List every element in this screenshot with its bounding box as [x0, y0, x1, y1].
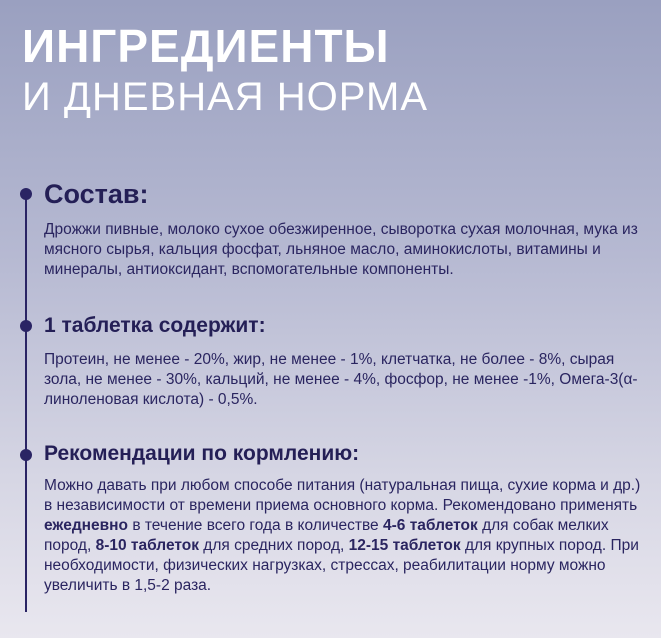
body-text: в течение всего года в количестве	[128, 517, 383, 534]
section-title: Состав:	[44, 179, 149, 209]
body-text: для собак мелких пород,	[44, 517, 609, 554]
section-tablet-contents	[44, 313, 643, 410]
section-body	[44, 476, 643, 596]
body-text: для средних пород,	[198, 537, 349, 554]
page-subtitle: И ДНЕВНАЯ НОРМА	[22, 75, 428, 119]
body-bold-text: 8-10 таблеток	[95, 537, 199, 554]
timeline-dot-tablet	[20, 320, 32, 332]
body-bold-text: 12-15 таблеток	[348, 537, 461, 554]
section-composition	[44, 178, 643, 280]
body-text: для крупных пород. При необходимости, физических нагрузках, стрессах, реабилитации норму можно увеличить в 1,5-2 раза.	[44, 537, 639, 594]
body-text: Можно давать при любом способе питания (натуральная пища, сухие корма и др.) в независимости от времени приема основного корма. Рекомендовано применять	[44, 477, 641, 514]
timeline-dot-composition	[20, 188, 32, 200]
section-title: 1 таблетка содержит:	[44, 314, 266, 337]
section-body: Дрожжи пивные, молоко сухое обезжиренное, сыворотка сухая молочная, мука из мясного сырья, кальция фосфат, льняное масло, аминокислоты, витамины и минералы, антиоксидант, вспомогательные компоненты.	[44, 221, 638, 278]
page-header	[22, 22, 428, 120]
timeline-line	[25, 190, 27, 612]
section-body: Протеин, не менее - 20%, жир, не менее - 1%, клетчатка, не более - 8%, сырая зола, не менее - 30%, кальций, не менее - 4%, фосфор, не менее -1%, Омега-3(α-линоленовая кислота) - 0,5%.	[44, 351, 638, 408]
body-bold-text: ежедневно	[44, 517, 129, 534]
body-bold-text: 4-6 таблеток	[382, 517, 478, 534]
section-feeding-recommendations	[44, 441, 643, 596]
page-title: ИНГРЕДИЕНТЫ	[22, 20, 390, 72]
timeline-dot-feeding	[20, 449, 32, 461]
section-title: Рекомендации по кормлению:	[44, 442, 360, 465]
